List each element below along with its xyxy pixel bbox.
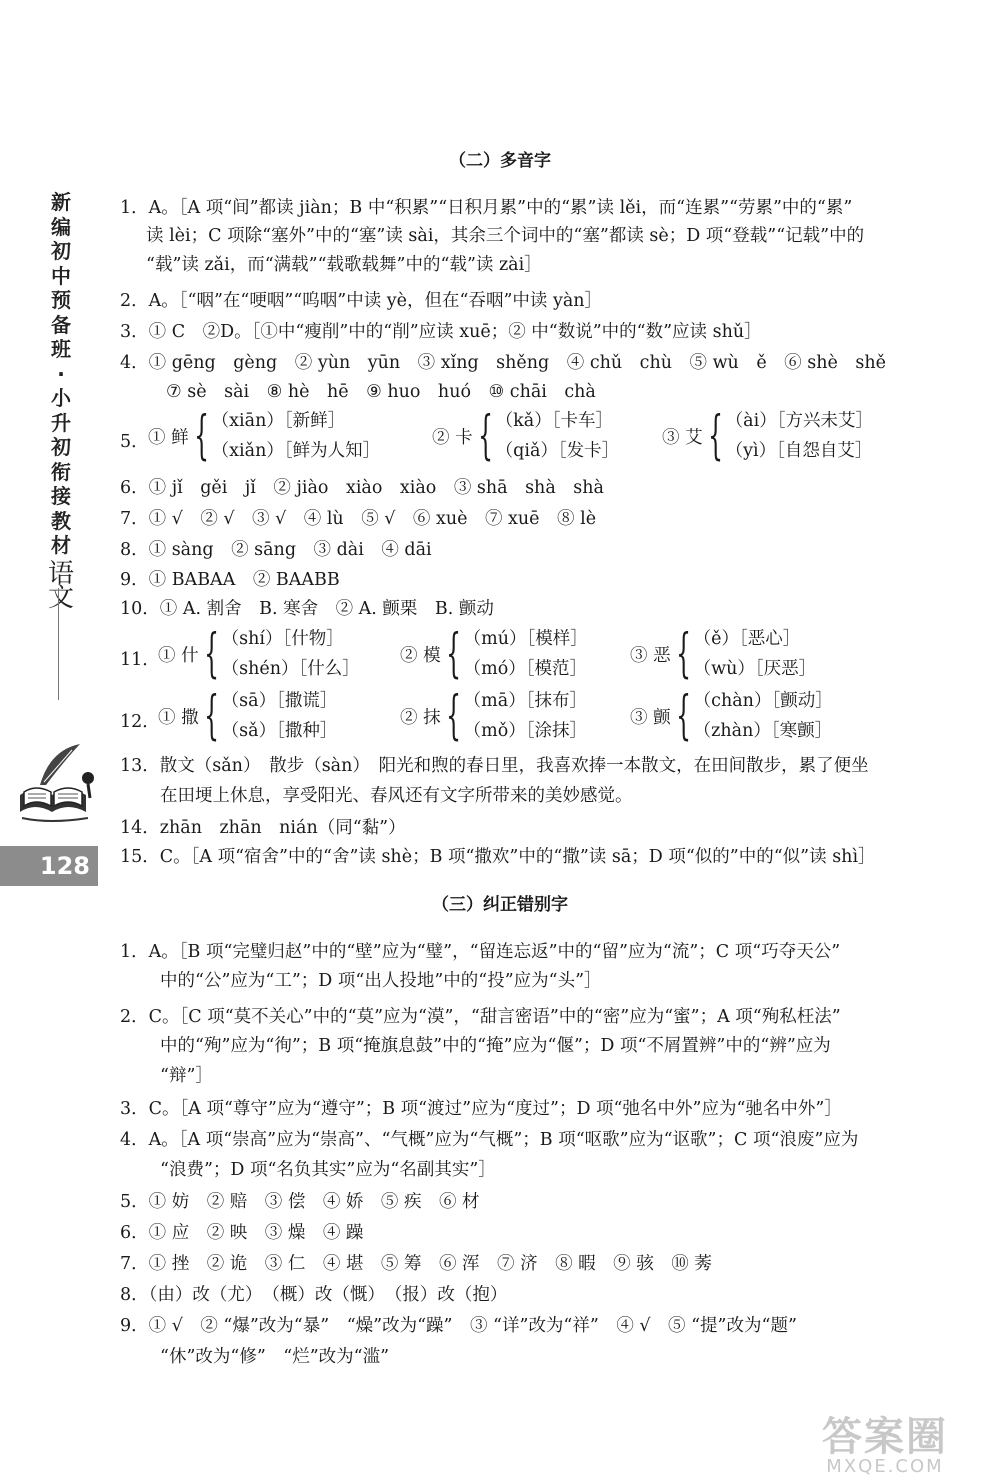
watermark-text: 答案圈 [822, 1414, 948, 1460]
series-char: 小 [51, 386, 71, 410]
polyphone-group [158, 624, 360, 684]
answer-line: 读 lèi；C 项除“塞外”中的“塞”读 sài，其余三个词中的“塞”都读 sè；D 项“登载”“记载”中的 [146, 226, 865, 246]
watermark [800, 1405, 970, 1475]
reading-item: （sǎ）［撒种］ [221, 721, 338, 741]
answer-line: 10．① A. 割舍 B. 寒舍 ② A. 颤栗 B. 颤动 [120, 599, 494, 619]
reading-item: （zhàn）［寒颤］ [693, 721, 833, 741]
polyphone-char: ① 什 [158, 645, 199, 666]
answer-line: 3．C。［A 项“尊守”应为“遵守”；B 项“渡过”应为“度过”；D 项“弛名中外”应为“驰名中外”］ [120, 1099, 842, 1119]
answer-line: 9．① √ ② “爆”改为“暴” “燥”改为“躁” ③ “详”改为“祥” ④ √ ⑤ “提”改为“题” [120, 1316, 797, 1336]
series-char: 班 [51, 337, 71, 361]
series-char: 教 [51, 508, 71, 533]
polyphone-char: ③ 颤 [630, 707, 671, 728]
answer-line: 8．① sàng ② sāng ③ dài ④ dāi [120, 540, 432, 560]
answer-line: 2．A。［“咽”在“哽咽”“呜咽”中读 yè，但在“吞咽”中读 yàn］ [120, 291, 603, 311]
answer-line: 5．① 妨 ② 赔 ③ 偿 ④ 娇 ⑤ 疾 ⑥ 材 [120, 1192, 480, 1212]
series-char: 预 [51, 288, 71, 312]
reading-item: （yì）［自怨自艾］ [725, 441, 873, 461]
reading-item: （kǎ）［卡车］ [495, 411, 613, 431]
reading-item: （xiǎn）［鲜为人知］ [211, 441, 381, 461]
polyphone-group [400, 686, 587, 746]
series-char: 备 [51, 312, 71, 337]
reading-item: （sā）［撒谎］ [221, 691, 338, 711]
answer-line: 9．① BABAA ② BAABB [120, 570, 340, 590]
series-char: 升 [51, 410, 71, 435]
polyphone-char: ① 撒 [158, 707, 199, 728]
brace-symbol: { [675, 624, 691, 684]
series-title-vertical [48, 190, 74, 611]
answer-line: “载”读 zǎi，而“满载”“载歌载舞”中的“载”读 zài］ [146, 255, 542, 275]
answer-line: “辩”］ [160, 1066, 213, 1086]
reading-item: （xiān）［新鲜］ [211, 411, 346, 431]
answer-line: 1．A。［B 项“完璧归赵”中的“壁”应为“璧”，“留连忘返”中的“留”应为“流”；C 项“巧夺天公” [120, 942, 841, 962]
answer-line: 在田埂上休息，享受阳光、春风还有文字所带来的美妙感觉。 [160, 786, 633, 806]
subject-label: 语文 [48, 558, 75, 613]
polyphone-group [158, 686, 337, 746]
polyphone-group [630, 624, 816, 684]
sidebar-divider [58, 588, 60, 700]
polyphone-char: ③ 艾 [662, 427, 703, 448]
series-char: · [57, 361, 65, 386]
reading-item: （chàn）［颤动］ [693, 691, 833, 711]
watermark-url: MXQE.COM [826, 1456, 944, 1477]
series-char: 接 [51, 484, 71, 508]
polyphone-char: ③ 恶 [630, 645, 671, 666]
brace-symbol: { [707, 406, 723, 466]
page-number: 128 [0, 846, 98, 886]
reading-item: （shén）［什么］ [221, 659, 360, 679]
brace-symbol: { [675, 686, 691, 746]
reading-item: （mā）［抹布］ [463, 691, 587, 711]
answer-line: 中的“殉”应为“徇”；B 项“掩旗息鼓”中的“掩”应为“偃”；D 项“不屑置辨”中的“辨”应为 [160, 1036, 831, 1056]
series-char: 新 [51, 190, 71, 214]
answer-line: 8．（由）改（尤） （概）改（慨） （报）改（抱） [120, 1285, 508, 1305]
answer-line: 7．① 挫 ② 诡 ③ 仁 ④ 堪 ⑤ 筹 ⑥ 浑 ⑦ 济 ⑧ 暇 ⑨ 骇 ⑩ 莠 [120, 1254, 712, 1274]
section-title: （三）纠正错别字 [432, 895, 568, 915]
brace-symbol: { [203, 624, 219, 684]
reading-item: （mó）［模范］ [463, 659, 588, 679]
question-number: 5． [120, 432, 149, 452]
answer-line: 6．① jǐ gěi jǐ ② jiào xiào xiào ③ shā shà shà [120, 478, 604, 498]
brace-symbol: { [203, 686, 219, 746]
polyphone-char: ② 抹 [400, 707, 441, 728]
answer-line: 14．zhān zhān nián（同“黏”） [120, 818, 406, 838]
book-quill-icon [10, 740, 100, 825]
series-char: 中 [51, 263, 71, 288]
polyphone-char: ① 鲜 [148, 427, 189, 448]
series-char: 材 [51, 533, 71, 557]
brace-symbol: { [477, 406, 493, 466]
polyphone-char: ② 模 [400, 645, 441, 666]
answer-line: 7．① √ ② √ ③ √ ④ lù ⑤ √ ⑥ xuè ⑦ xuē ⑧ lè [120, 509, 597, 529]
reading-item: （mú）［模样］ [463, 629, 588, 649]
answer-line: 15．C。［A 项“宿舍”中的“舍”读 shè；B 项“撒欢”中的“撒”读 sā；D 项“似的”中的“似”读 shì］ [120, 847, 876, 867]
reading-item: （wù）［厌恶］ [693, 659, 817, 679]
series-char: 初 [51, 435, 71, 459]
answer-line: 3．① C ②D。［①中“瘦削”中的“削”应读 xuē；② 中“数说”中的“数”应读 shǔ］ [120, 322, 762, 342]
brace-symbol: { [193, 406, 209, 466]
series-char: 编 [51, 214, 71, 239]
reading-item: （shí）［什物］ [221, 629, 344, 649]
answer-line: 6．① 应 ② 映 ③ 燥 ④ 躁 [120, 1223, 364, 1243]
answer-line: 中的“公”应为“工”；D 项“出人投地”中的“投”应为“头”］ [160, 971, 602, 991]
question-number: 12． [120, 712, 160, 732]
reading-item: （ài）［方兴未艾］ [725, 411, 873, 431]
polyphone-group [148, 406, 380, 466]
question-number: 11． [120, 650, 160, 670]
answer-line: 2．C。［C 项“莫不关心”中的“莫”应为“漠”，“甜言密语”中的“密”应为“蜜”；A 项“殉私枉法” [120, 1007, 841, 1027]
answer-line: ⑦ sè sài ⑧ hè hē ⑨ huo huó ⑩ chāi chà [166, 382, 596, 402]
reading-item: （ě）［恶心］ [693, 629, 801, 649]
polyphone-char: ② 卡 [432, 427, 473, 448]
polyphone-group [400, 624, 588, 684]
answer-line: 4．A。［A 项“崇高”应为“崇高”、“气概”应为“气概”；B 项“呕歌”应为“讴歌”；C 项“浪废”应为 [120, 1130, 859, 1150]
reading-item: （qiǎ）［发卡］ [495, 441, 620, 461]
series-char: 初 [51, 239, 71, 263]
answer-line: “休”改为“修” “烂”改为“滥” [160, 1347, 390, 1367]
brace-symbol: { [445, 624, 461, 684]
answer-line: 13．散文（sǎn） 散步（sàn） 阳光和煦的春日里，我喜欢捧一本散文，在田间散步，累了便坐 [120, 756, 869, 776]
polyphone-group [432, 406, 619, 466]
series-char: 衔 [51, 459, 71, 484]
reading-item: （mǒ）［涂抹］ [463, 721, 588, 741]
answer-line: “浪费”；D 项“名负其实”应为“名副其实”］ [160, 1160, 496, 1180]
polyphone-group [662, 406, 873, 466]
answer-line: 1．A。［A 项“间”都读 jiàn；B 中“积累”“日积月累”中的“累”读 lěi，而“连累”“劳累”中的“累” [120, 198, 853, 218]
brace-symbol: { [445, 686, 461, 746]
section-title: （二）多音字 [449, 151, 551, 171]
polyphone-group [630, 686, 833, 746]
answer-line: 4．① gēng gèng ② yùn yūn ③ xǐng shěng ④ chǔ chù ⑤ wù ě ⑥ shè shě [120, 353, 886, 373]
